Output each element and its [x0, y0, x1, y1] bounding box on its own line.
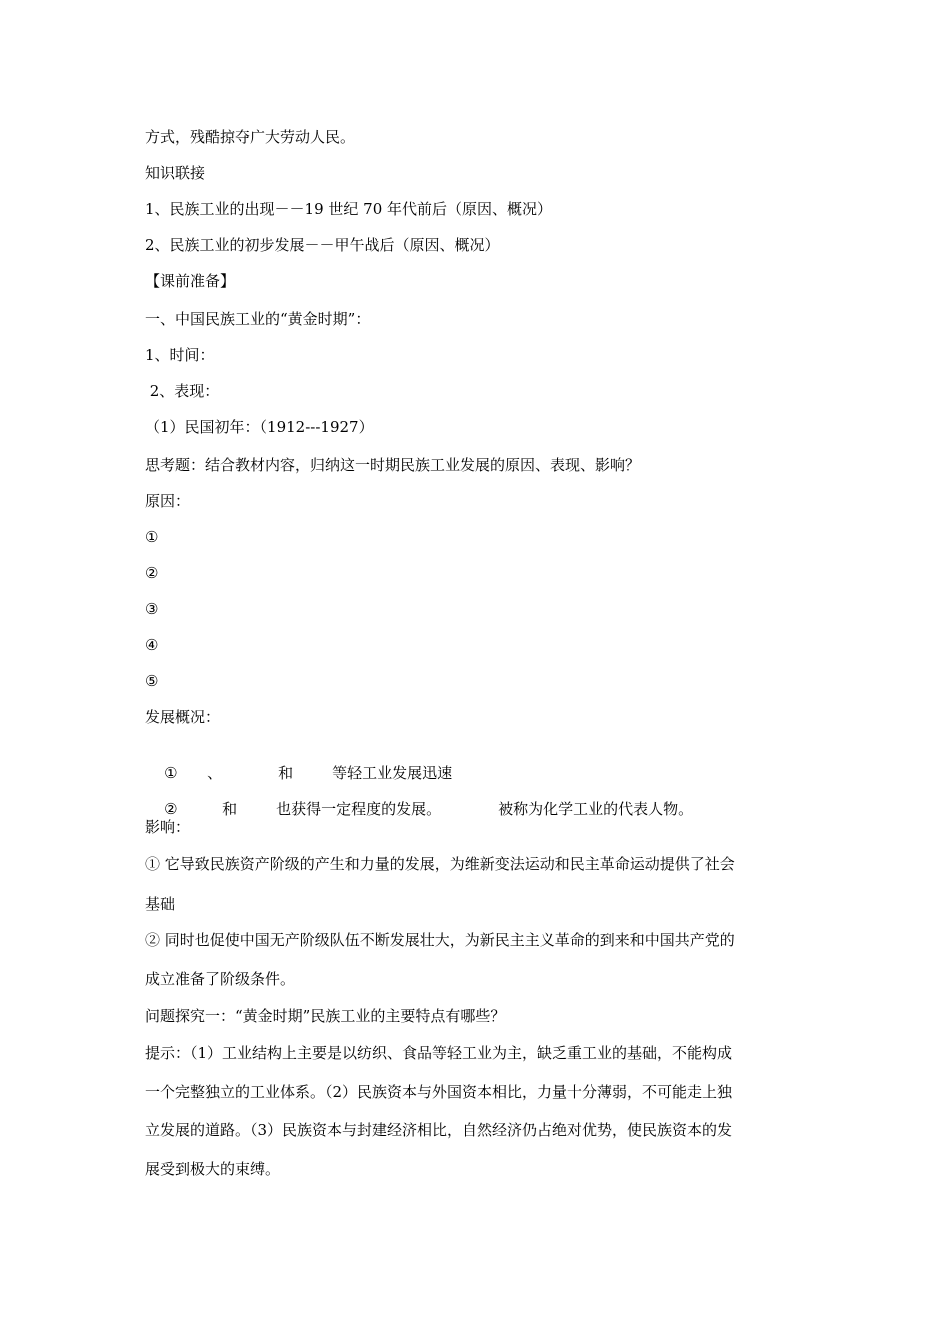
question-line: 问题探究一：“黄金时期”民族工业的主要特点有哪些？: [145, 1007, 506, 1025]
list-item: ②: [145, 564, 159, 582]
text-line: 影响：: [145, 818, 191, 836]
text-line: 原因：: [145, 492, 191, 510]
text-line: 2、民族工业的初步发展－－甲午战后（原因、概况）: [145, 236, 500, 254]
text-line: （1）民国初年：（1912---1927）: [145, 418, 374, 436]
blank-separator: 和: [278, 764, 294, 782]
text-line: 展受到极大的束缚。: [145, 1160, 281, 1178]
list-marker: ②: [164, 800, 178, 818]
text-line: 1、时间：: [145, 346, 215, 364]
text-line: 1、民族工业的出现－－19 世纪 70 年代前后（原因、概况）: [145, 200, 553, 218]
question-line: 思考题：结合教材内容，归纳这一时期民族工业发展的原因、表现、影响？: [145, 456, 641, 474]
blank-separator: 和: [222, 800, 238, 818]
text-line: 立发展的道路。（3）民族资本与封建经济相比，自然经济仍占绝对优势，使民族资本的发: [145, 1121, 733, 1139]
text-line: 成立准备了阶级条件。: [145, 970, 296, 988]
text-fragment: 等轻工业发展迅速: [332, 764, 453, 782]
section-heading: 知识联接: [145, 164, 206, 182]
text-fragment: 也获得一定程度的发展。: [276, 800, 442, 818]
list-marker: ①: [164, 764, 178, 782]
list-item: ①: [145, 528, 159, 546]
text-line: ① 它导致民族资产阶级的产生和力量的发展，为维新变法运动和民主革命运动提供了社会: [145, 855, 735, 873]
list-item: ③: [145, 600, 159, 618]
text-line: 提示：（1）工业结构上主要是以纺织、食品等轻工业为主，缺乏重工业的基础，不能构成: [145, 1044, 733, 1062]
fill-blank-line: [145, 779, 693, 839]
text-line: 一、中国民族工业的“黄金时期”：: [145, 310, 371, 328]
list-item: ④: [145, 636, 159, 654]
text-line: ② 同时也促使中国无产阶级队伍不断发展壮大，为新民主主义革命的到来和中国共产党的: [145, 931, 735, 949]
list-item: ⑤: [145, 672, 159, 690]
text-line: 发展概况：: [145, 708, 221, 726]
text-fragment: 被称为化学工业的代表人物。: [498, 800, 694, 818]
section-heading: 【课前准备】: [145, 272, 236, 290]
blank-separator: 、: [207, 764, 223, 782]
text-line: 2、表现：: [145, 382, 220, 400]
text-line: 一个完整独立的工业体系。（2）民族资本与外国资本相比，力量十分薄弱，不可能走上独: [145, 1083, 733, 1101]
text-line: 方式，残酷掠夺广大劳动人民。: [145, 128, 356, 146]
text-line: 基础: [145, 895, 176, 913]
